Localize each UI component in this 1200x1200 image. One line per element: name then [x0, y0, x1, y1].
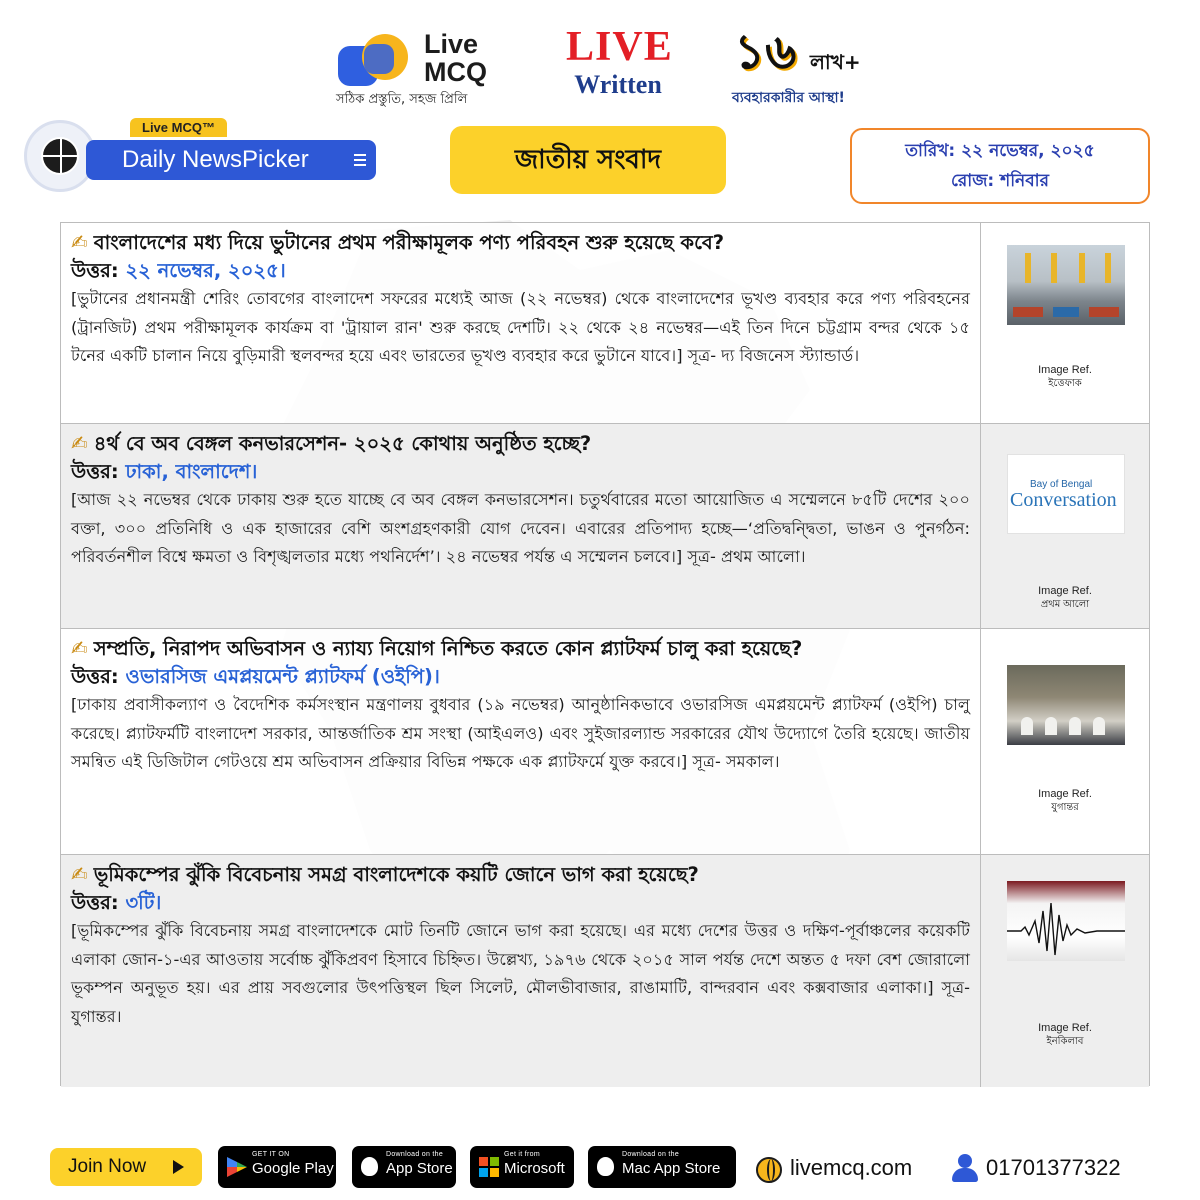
footer-bar — [50, 1146, 1150, 1190]
globe-icon — [756, 1157, 782, 1183]
explanation-text: [ঢাকায় প্রবাসীকল্যাণ ও বৈদেশিক কর্মসংস্থান মন্ত্রণালয় বুধবার (১৯ নভেম্বর) আনুষ্ঠানিকভাবে ওভারসিজ এমপ্লয়মেন্ট প্ল্যাটফর্ম (ওইপি) চালু করেছে। প্ল্যাটফর্মটি বাংলাদেশ সরকার, আন্তর্জাতিক শ্রম সংস্থা (আইএলও) এবং সুইজারল্যান্ড সরকারের যৌথ উদ্যোগে তৈরি হয়েছে। জাতীয় সমন্বিত এই ডিজিটাল গেটওয়ে শ্রম অভিবাসন প্রক্রিয়ার বিভিন্ন পক্ষকে এক প্ল্যাটফর্মে যুক্ত করবে।] সূত্র- সমকাল। — [71, 695, 970, 771]
written-label: Written — [574, 70, 662, 99]
logo-tagline: সঠিক প্রস্তুতি, সহজ প্রিলি — [336, 92, 468, 107]
apple-icon — [597, 1157, 614, 1176]
newspicker-tag: Live MCQ™ — [130, 118, 227, 137]
website-link[interactable]: livemcq.com — [756, 1148, 912, 1188]
thumbnail-caption-small: Bay of Bengal — [1030, 479, 1093, 490]
explanation-text: [আজ ২২ নভেম্বর থেকে ঢাকায় শুরু হতে যাচ্ছে বে অব বেঙ্গল কনভারসেশন। চতুর্থবারের মতো আয়োজিত এ সম্মেলনে ৮৫টি দেশের ২০০ বক্তা, ৩০০ প্রতিনিধি ও এক হাজারের বেশি অংশগ্রহণকারী যোগ দেবেন। এবারের প্রতিপাদ্য হচ্ছে—‘প্রতিদ্বন্দ্বিতা, ভাঙন ও পুনর্গঠন: পরিবর্তনশীল বিশ্বে ক্ষমতা ও বিশৃঙ্খলতার মধ্যে পথনির্দেশ’। ২৪ নভেম্বর পর্যন্ত এ সম্মেলন চলবে।] সূত্র- প্রথম আলো। — [71, 490, 970, 566]
section-title: জাতীয় সংবাদ — [450, 126, 726, 194]
question-text: ✍ ভূমিকম্পের ঝুঁকি বিবেচনায় সমগ্র বাংলাদেশকে কয়টি জোনে ভাগ করা হয়েছে? — [71, 862, 699, 886]
answer-label: উত্তর: — [71, 891, 119, 914]
play-arrow-icon — [173, 1160, 184, 1174]
newspicker-title: Daily NewsPicker — [122, 146, 309, 173]
app-store-button[interactable]: Download on the App Store — [352, 1146, 456, 1188]
users-count: ১৬ — [734, 24, 797, 80]
writing-hand-icon: ✍ — [71, 862, 88, 886]
live-written-badge — [566, 24, 673, 110]
answer-line — [71, 663, 970, 691]
question-content — [61, 223, 981, 423]
question-content — [61, 855, 981, 1087]
logo-wordmark: Live MCQ — [424, 29, 487, 87]
answer-label: উত্তর: — [71, 259, 119, 282]
bay-of-bengal-conversation-logo-thumbnail[interactable] — [1007, 454, 1125, 534]
writing-hand-icon: ✍ — [71, 636, 88, 660]
meeting-photo-thumbnail[interactable] — [1007, 665, 1125, 745]
question-text: ✍ সম্প্রতি, নিরাপদ অভিবাসন ও ন্যায্য নিয়োগ নিশ্চিত করতে কোন প্ল্যাটফর্ম চালু করা হয়েছে? — [71, 636, 803, 660]
answer-label: উত্তর: — [71, 460, 119, 483]
answer-text: ২২ নভেম্বর, ২০২৫। — [125, 259, 286, 282]
question-text: ✍ বাংলাদেশের মধ্য দিয়ে ভুটানের প্রথম পরীক্ষামূলক পণ্য পরিবহন শুরু হয়েছে কবে? — [71, 230, 725, 254]
question-text: ✍ ৪র্থ বে অব বেঙ্গল কনভারসেশন- ২০২৫ কোথায় অনুষ্ঠিত হচ্ছে? — [71, 431, 592, 455]
phone-number[interactable]: 01701377322 — [950, 1148, 1121, 1188]
image-reference-cell — [981, 424, 1149, 628]
users-trust-text: ব্যবহারকারীর আস্থা! — [732, 90, 845, 106]
answer-text: ওভারসিজ এমপ্লয়মেন্ট প্ল্যাটফর্ম (ওইপি)। — [125, 665, 440, 688]
image-ref-caption: Image Ref. ইত্তেফাক — [1038, 364, 1092, 389]
person-icon — [952, 1154, 978, 1184]
livemcq-logo-icon — [338, 34, 414, 86]
microsoft-icon — [479, 1157, 499, 1177]
image-reference-cell — [981, 855, 1149, 1087]
menu-lines-icon — [354, 154, 366, 166]
google-play-button[interactable]: GET IT ON Google Play — [218, 1146, 336, 1188]
image-reference-cell — [981, 223, 1149, 423]
answer-label: উত্তর: — [71, 665, 119, 688]
day-line: রোজ: শনিবার — [951, 171, 1049, 191]
date-box — [850, 128, 1150, 204]
answer-line — [71, 458, 970, 486]
port-cranes-thumbnail[interactable] — [1007, 245, 1125, 325]
daily-newspicker-brand — [24, 118, 376, 194]
question-content — [61, 629, 981, 854]
users-trust-badge — [728, 24, 908, 110]
newspicker-title-bar — [86, 140, 376, 180]
image-reference-cell — [981, 629, 1149, 854]
writing-hand-icon: ✍ — [71, 230, 88, 254]
question-content — [61, 424, 981, 628]
writing-hand-icon: ✍ — [71, 431, 88, 455]
question-row-4 — [61, 855, 1149, 1087]
mac-app-store-button[interactable]: Download on the Mac App Store — [588, 1146, 736, 1188]
question-row-1 — [61, 223, 1149, 424]
google-play-icon — [227, 1157, 247, 1177]
join-now-button[interactable]: Join Now — [50, 1148, 202, 1186]
news-question-table — [60, 222, 1150, 1086]
apple-icon — [361, 1157, 378, 1176]
date-line: তারিখ: ২২ নভেম্বর, ২০২৫ — [905, 141, 1095, 161]
explanation-text: [ভূমিকম্পের ঝুঁকি বিবেচনায় সমগ্র বাংলাদেশকে মোট তিনটি জোনে ভাগ করা হয়েছে। এর মধ্যে দেশের উত্তর ও দক্ষিণ-পূর্বাঞ্চলের কয়েকটি এলাকা জোন-১-এর আওতায় সর্বোচ্চ ঝুঁকিপ্রবণ হিসাবে চিহ্নিত। উল্লেখ্য, ১৯৭৬ থেকে ২০১৫ সাল পর্যন্ত দেশে অন্তত ৫ দফা বেশ জোরালো ভূকম্পন অনুভূত হয়। এর প্রায় সবগুলোর উৎপত্তিস্থল ছিল সিলেট, মৌলভীবাজার, রাঙামাটি, বান্দরবান এবং কক্সবাজার এলাকা।] সূত্র- যুগান্তর। — [71, 921, 970, 1026]
users-unit: লাখ+ — [810, 50, 861, 74]
question-row-3 — [61, 629, 1149, 855]
explanation-text: [ভুটানের প্রধানমন্ত্রী শেরিং তোবগের বাংলাদেশ সফরের মধ্যেই আজ (২২ নভেম্বর) থেকে বাংলাদেশের ভূখণ্ড ব্যবহার করে পণ্য পরিবহনের (ট্রানজিট) প্রথম পরীক্ষামূলক কার্যক্রম বা 'ট্রায়াল রান' শুরু করছে দেশটি। ২২ থেকে ২৪ নভেম্বর—এই তিন দিনে চট্টগ্রাম বন্দর থেকে ১৫ টনের একটি চালান নিয়ে বুড়িমারী স্থলবন্দর হয়ে এবং ভারতের ভূখণ্ড ব্যবহার করে ভুটানে যাবে।] সূত্র- দ্য বিজনেস স্ট্যান্ডার্ড। — [71, 289, 970, 365]
seismograph-thumbnail[interactable] — [1007, 881, 1125, 961]
answer-text: ঢাকা, বাংলাদেশ। — [125, 460, 258, 483]
answer-line — [71, 889, 970, 917]
question-row-2 — [61, 424, 1149, 629]
livemcq-logo[interactable] — [336, 28, 516, 112]
answer-text: ৩টি। — [125, 891, 162, 914]
thumbnail-caption-big: Conversation — [1010, 489, 1117, 511]
answer-line — [71, 257, 970, 285]
live-label: LIVE — [566, 24, 673, 70]
image-ref-caption: Image Ref. প্রথম আলো — [1038, 585, 1092, 610]
image-ref-caption: Image Ref. যুগান্তর — [1038, 788, 1092, 813]
microsoft-store-button[interactable]: Get it from Microsoft — [470, 1146, 574, 1188]
image-ref-caption: Image Ref. ইনকিলাব — [1038, 1022, 1092, 1047]
